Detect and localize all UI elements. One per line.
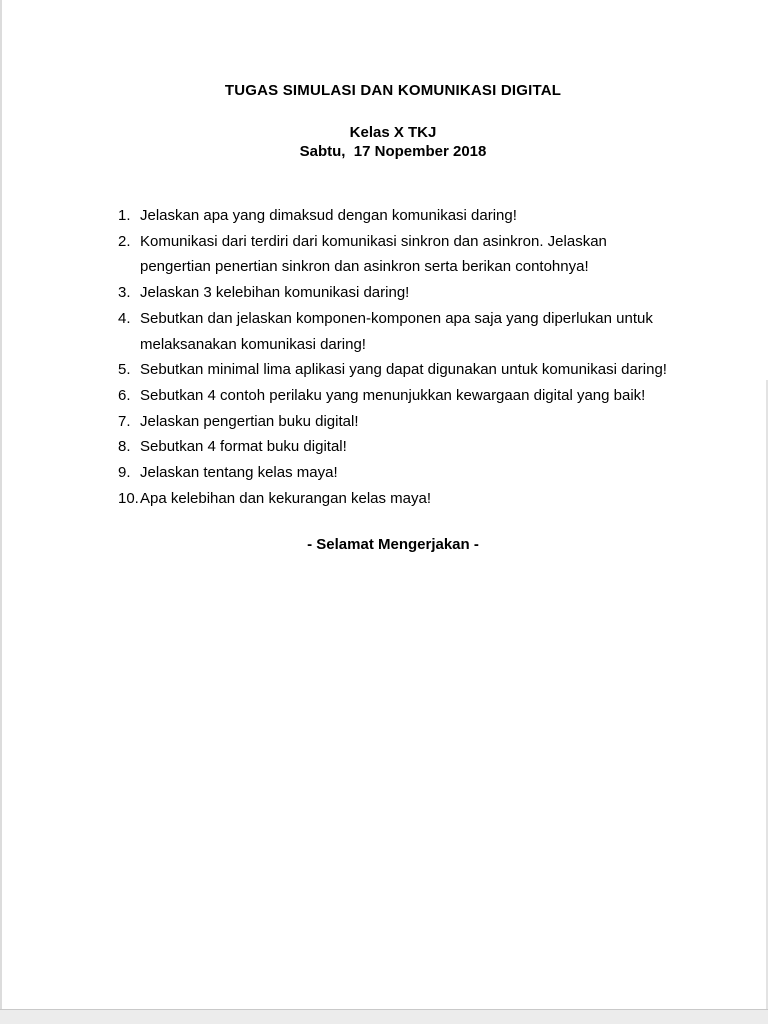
question-number: 5.	[118, 361, 131, 379]
question-number: 2.	[118, 232, 131, 250]
question-number: 8.	[118, 438, 131, 456]
question-item	[118, 486, 668, 512]
question-text: Sebutkan 4 format buku digital!	[140, 438, 347, 456]
question-item	[118, 460, 668, 486]
question-text: Jelaskan 3 kelebihan komunikasi daring!	[140, 284, 410, 302]
question-text: Sebutkan dan jelaskan komponen-komponen apa saja yang diperlukan untuk melaksanakan komunikasi daring!	[140, 309, 653, 353]
question-text: Sebutkan 4 contoh perilaku yang menunjukkan kewargaan digital yang baik!	[140, 386, 646, 404]
closing-text: - Selamat Mengerjakan -	[307, 536, 479, 554]
question-number: 10.	[118, 489, 139, 507]
question-list	[118, 203, 668, 511]
page-edge-left-shadow	[0, 0, 2, 1024]
question-text: Jelaskan pengertian buku digital!	[140, 412, 359, 430]
question-text: Sebutkan minimal lima aplikasi yang dapat digunakan untuk komunikasi daring!	[140, 361, 667, 379]
document-title: TUGAS SIMULASI DAN KOMUNIKASI DIGITAL	[224, 82, 562, 99]
question-item	[118, 229, 668, 280]
question-number: 3.	[118, 284, 131, 302]
document-subtitle-date: Sabtu, 17 Nopember 2018	[299, 143, 487, 160]
question-item	[118, 306, 668, 357]
question-text: Komunikasi dari terdiri dari komunikasi sinkron dan asinkron. Jelaskan pengertian penertian sinkron dan asinkron serta berikan contohnya!	[140, 232, 607, 276]
question-number: 9.	[118, 464, 131, 482]
question-number: 1.	[118, 207, 131, 224]
document-subtitle-class: Kelas X TKJ	[349, 124, 437, 141]
question-item	[118, 203, 668, 229]
question-number: 6.	[118, 386, 131, 404]
question-item	[118, 409, 668, 435]
question-text: Apa kelebihan dan kekurangan kelas maya!	[140, 489, 432, 507]
question-item	[118, 280, 668, 306]
question-text: Jelaskan tentang kelas maya!	[140, 464, 338, 482]
question-number: 4.	[118, 309, 131, 327]
question-text: Jelaskan apa yang dimaksud dengan komunikasi daring!	[140, 207, 517, 224]
question-item	[118, 383, 668, 409]
question-number: 7.	[118, 412, 131, 430]
page-edge-bottom-shadow	[0, 1009, 768, 1024]
question-item	[118, 434, 668, 460]
question-item	[118, 357, 668, 383]
